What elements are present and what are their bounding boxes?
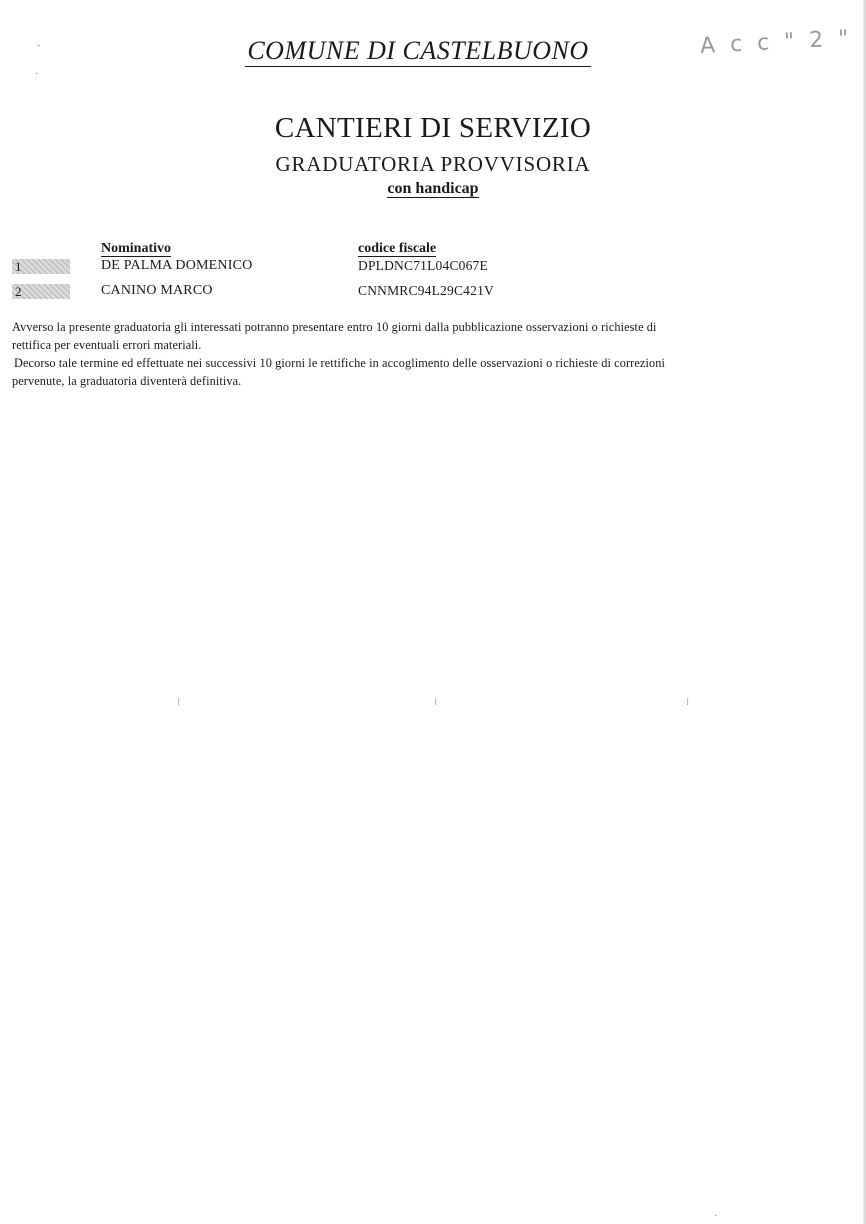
fiscal-code-column-header [358,241,436,257]
handwritten-annotation: A c c " 2 " [699,26,854,59]
scan-speck: ⁝ [434,697,438,708]
name-column-header [101,241,171,257]
scan-speck: ⁝ [686,697,690,708]
notice-line: Decorso tale termine ed effettuate nei successivi 10 giorni le rettifiche in accoglimento delle osservazioni o richieste di correzioni [14,356,665,370]
name-column-header-text: Nominativo [101,241,171,256]
rank-cell: 2 [12,284,70,299]
notice-line: pervenute, la graduatoria diventerà definitiva. [12,374,242,388]
scan-speck: · [714,1211,718,1222]
candidate-name: DE PALMA DOMENICO [101,258,253,273]
document-title: CANTIERI DI SERVIZIO [274,112,592,144]
category-label [0,180,866,198]
scan-speck: · [37,41,41,52]
notice-line: Avverso la presente graduatoria gli interessati potranno presentare entro 10 giorni dalla pubblicazione osservazioni o richieste di [12,320,657,334]
notice-line: rettifica per eventuali errori materiali. [12,338,202,352]
candidate-name: CANINO MARCO [101,283,213,298]
fiscal-code-column-header-text: codice fiscale [358,241,437,256]
scan-speck: ⁝ [177,697,181,708]
document-subtitle: GRADUATORIA PROVVISORIA [275,152,591,176]
municipality-name: COMUNE DI CASTELBUONO [247,36,589,65]
candidate-fiscal-code: DPLDNC71L04C067E [358,258,488,273]
candidate-fiscal-code: CNNMRC94L29C421V [358,283,494,298]
scan-speck: · [35,69,39,80]
rank-cell: 1 [12,259,70,274]
category-text: con handicap [387,180,479,197]
